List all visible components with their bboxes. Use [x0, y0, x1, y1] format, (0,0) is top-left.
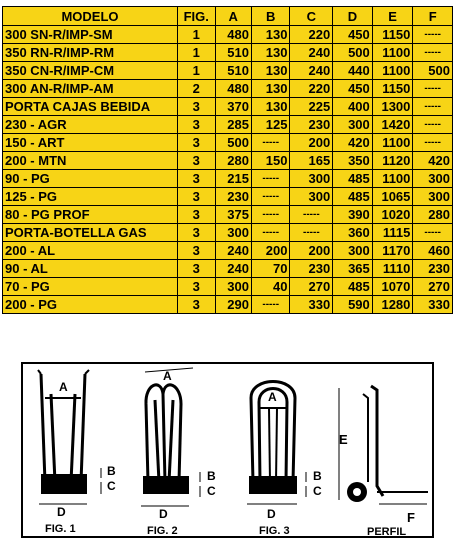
- model-cell: 300 SN-R/IMP-SM: [3, 26, 178, 44]
- header-d: D: [333, 7, 373, 26]
- f-cell: 460: [413, 242, 453, 260]
- d-cell: 365: [333, 260, 373, 278]
- c-cell: 220: [290, 26, 333, 44]
- fig2-label-b: B: [207, 469, 216, 483]
- e-cell: 1065: [372, 188, 413, 206]
- dimensions-table: [2, 6, 453, 314]
- e-cell: 1150: [372, 80, 413, 98]
- e-cell: 1150: [372, 26, 413, 44]
- e-cell: 1115: [372, 224, 413, 242]
- table-row: [3, 170, 453, 188]
- model-cell: 350 CN-R/IMP-CM: [3, 62, 178, 80]
- d-cell: 485: [333, 188, 373, 206]
- fig-cell: 3: [178, 224, 216, 242]
- fig1-label-d: D: [57, 505, 66, 519]
- c-cell: 230: [290, 260, 333, 278]
- f-cell: -----: [413, 26, 453, 44]
- model-cell: PORTA-BOTELLA GAS: [3, 224, 178, 242]
- model-cell: 90 - AL: [3, 260, 178, 278]
- e-cell: 1170: [372, 242, 413, 260]
- a-cell: 215: [215, 170, 251, 188]
- fig1-caption: FIG. 1: [45, 523, 76, 535]
- e-cell: 1100: [372, 170, 413, 188]
- table-row: [3, 152, 453, 170]
- a-cell: 510: [215, 62, 251, 80]
- fig1-label-a: A: [59, 380, 68, 394]
- perfil-label-f: F: [407, 510, 415, 525]
- perfil-caption: PERFIL: [367, 526, 407, 538]
- table-row: [3, 206, 453, 224]
- c-cell: 240: [290, 62, 333, 80]
- table-row: [3, 98, 453, 116]
- a-cell: 510: [215, 44, 251, 62]
- fig1-label-c: C: [107, 479, 116, 493]
- c-cell: -----: [290, 206, 333, 224]
- header-c: C: [290, 7, 333, 26]
- b-cell: 130: [251, 80, 290, 98]
- fig3-caption: FIG. 3: [259, 525, 290, 537]
- fig1-label-b: B: [107, 464, 116, 478]
- table-row: [3, 62, 453, 80]
- table-row: [3, 80, 453, 98]
- d-cell: 500: [333, 44, 373, 62]
- e-cell: 1020: [372, 206, 413, 224]
- fig-cell: 3: [178, 188, 216, 206]
- a-cell: 480: [215, 26, 251, 44]
- f-cell: 230: [413, 260, 453, 278]
- fig2-label-c: C: [207, 484, 216, 498]
- fig3-label-a: A: [268, 390, 277, 404]
- fig3-label-d: D: [267, 507, 276, 521]
- table-body: [3, 26, 453, 314]
- header-f: F: [413, 7, 453, 26]
- f-cell: 420: [413, 152, 453, 170]
- b-cell: 40: [251, 278, 290, 296]
- c-cell: 270: [290, 278, 333, 296]
- perfil-label-e: E: [339, 432, 348, 447]
- f-cell: 280: [413, 206, 453, 224]
- fig3-label-c: C: [313, 484, 322, 498]
- fig2-label-d: D: [159, 507, 168, 521]
- b-cell: 130: [251, 44, 290, 62]
- f-cell: -----: [413, 116, 453, 134]
- e-cell: 1100: [372, 62, 413, 80]
- a-cell: 240: [215, 242, 251, 260]
- model-cell: 90 - PG: [3, 170, 178, 188]
- f-cell: -----: [413, 80, 453, 98]
- b-cell: 130: [251, 98, 290, 116]
- b-cell: 150: [251, 152, 290, 170]
- table-row: [3, 134, 453, 152]
- model-cell: 125 - PG: [3, 188, 178, 206]
- a-cell: 240: [215, 260, 251, 278]
- a-cell: 285: [215, 116, 251, 134]
- table-row: [3, 260, 453, 278]
- model-cell: 70 - PG: [3, 278, 178, 296]
- f-cell: 330: [413, 296, 453, 314]
- e-cell: 1070: [372, 278, 413, 296]
- fig-cell: 3: [178, 278, 216, 296]
- fig-cell: 1: [178, 44, 216, 62]
- e-cell: 1100: [372, 134, 413, 152]
- c-cell: 330: [290, 296, 333, 314]
- model-cell: 200 - MTN: [3, 152, 178, 170]
- d-cell: 400: [333, 98, 373, 116]
- fig-cell: 3: [178, 260, 216, 278]
- e-cell: 1110: [372, 260, 413, 278]
- c-cell: 200: [290, 242, 333, 260]
- table-row: [3, 224, 453, 242]
- d-cell: 590: [333, 296, 373, 314]
- f-cell: -----: [413, 134, 453, 152]
- b-cell: 125: [251, 116, 290, 134]
- fig-cell: 3: [178, 116, 216, 134]
- table-row: [3, 26, 453, 44]
- model-cell: 350 RN-R/IMP-RM: [3, 44, 178, 62]
- table-row: [3, 296, 453, 314]
- f-cell: 500: [413, 62, 453, 80]
- dimension-diagram-svg: [23, 364, 436, 540]
- model-cell: 200 - PG: [3, 296, 178, 314]
- a-cell: 300: [215, 278, 251, 296]
- table-row: [3, 188, 453, 206]
- c-cell: 300: [290, 170, 333, 188]
- b-cell: -----: [251, 224, 290, 242]
- table-row: [3, 242, 453, 260]
- fig-cell: 2: [178, 80, 216, 98]
- fig-cell: 1: [178, 62, 216, 80]
- f-cell: 300: [413, 170, 453, 188]
- fig-cell: 3: [178, 206, 216, 224]
- e-cell: 1300: [372, 98, 413, 116]
- f-cell: 270: [413, 278, 453, 296]
- e-cell: 1280: [372, 296, 413, 314]
- b-cell: 130: [251, 26, 290, 44]
- model-cell: 230 - AGR: [3, 116, 178, 134]
- model-cell: 150 - ART: [3, 134, 178, 152]
- a-cell: 500: [215, 134, 251, 152]
- fig-cell: 3: [178, 134, 216, 152]
- fig-cell: 3: [178, 296, 216, 314]
- f-cell: -----: [413, 98, 453, 116]
- c-cell: 300: [290, 188, 333, 206]
- header-e: E: [372, 7, 413, 26]
- d-cell: 350: [333, 152, 373, 170]
- model-cell: PORTA CAJAS BEBIDA: [3, 98, 178, 116]
- c-cell: 225: [290, 98, 333, 116]
- header-b: B: [251, 7, 290, 26]
- b-cell: -----: [251, 296, 290, 314]
- f-cell: 300: [413, 188, 453, 206]
- model-cell: 80 - PG PROF: [3, 206, 178, 224]
- fig-cell: 3: [178, 242, 216, 260]
- table-row: [3, 116, 453, 134]
- a-cell: 375: [215, 206, 251, 224]
- fig-cell: 3: [178, 170, 216, 188]
- d-cell: 450: [333, 26, 373, 44]
- b-cell: 200: [251, 242, 290, 260]
- b-cell: -----: [251, 188, 290, 206]
- fig-cell: 1: [178, 26, 216, 44]
- b-cell: -----: [251, 134, 290, 152]
- header-fig: FIG.: [178, 7, 216, 26]
- table-row: [3, 44, 453, 62]
- d-cell: 300: [333, 116, 373, 134]
- b-cell: -----: [251, 170, 290, 188]
- e-cell: 1420: [372, 116, 413, 134]
- a-cell: 280: [215, 152, 251, 170]
- model-cell: 200 - AL: [3, 242, 178, 260]
- perfil-drawing: [347, 386, 428, 502]
- a-cell: 300: [215, 224, 251, 242]
- c-cell: 200: [290, 134, 333, 152]
- a-cell: 290: [215, 296, 251, 314]
- b-cell: 70: [251, 260, 290, 278]
- header-modelo: MODELO: [3, 7, 178, 26]
- a-cell: 230: [215, 188, 251, 206]
- d-cell: 485: [333, 170, 373, 188]
- d-cell: 450: [333, 80, 373, 98]
- a-cell: 370: [215, 98, 251, 116]
- f-cell: -----: [413, 44, 453, 62]
- model-cell: 300 AN-R/IMP-AM: [3, 80, 178, 98]
- c-cell: 240: [290, 44, 333, 62]
- table-row: [3, 278, 453, 296]
- fig-cell: 3: [178, 152, 216, 170]
- dimension-diagram: [21, 362, 434, 538]
- a-cell: 480: [215, 80, 251, 98]
- header-a: A: [215, 7, 251, 26]
- fig2-label-a: A: [163, 369, 172, 383]
- b-cell: 130: [251, 62, 290, 80]
- d-cell: 390: [333, 206, 373, 224]
- e-cell: 1120: [372, 152, 413, 170]
- fig2-caption: FIG. 2: [147, 525, 178, 537]
- e-cell: 1100: [372, 44, 413, 62]
- f-cell: -----: [413, 224, 453, 242]
- fig3-label-b: B: [313, 469, 322, 483]
- c-cell: 165: [290, 152, 333, 170]
- c-cell: 230: [290, 116, 333, 134]
- d-cell: 360: [333, 224, 373, 242]
- fig2-drawing: [143, 385, 189, 494]
- d-cell: 300: [333, 242, 373, 260]
- b-cell: -----: [251, 206, 290, 224]
- c-cell: -----: [290, 224, 333, 242]
- d-cell: 485: [333, 278, 373, 296]
- c-cell: 220: [290, 80, 333, 98]
- d-cell: 440: [333, 62, 373, 80]
- table-header-row: [3, 7, 453, 26]
- d-cell: 420: [333, 134, 373, 152]
- fig-cell: 3: [178, 98, 216, 116]
